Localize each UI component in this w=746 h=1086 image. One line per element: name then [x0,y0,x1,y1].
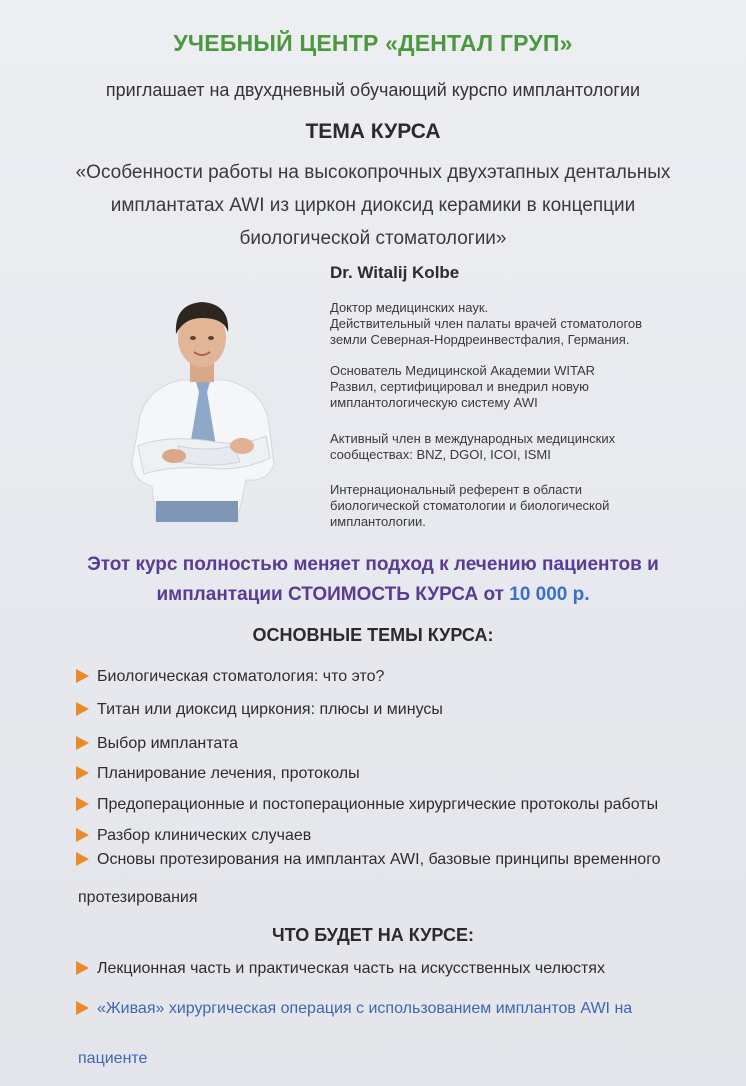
arrow-bullet-icon [76,961,89,975]
bio-line: Интернациональный референт в области [330,482,583,497]
doctor-portrait [128,296,278,522]
themes-heading: ОСНОВНЫЕ ТЕМЫ КУРСА: [252,625,494,645]
headline-line: Этот курс полностью меняет подход к лечению пациентов и [87,554,659,575]
arrow-bullet-icon [76,797,89,811]
bio-line: биологической стоматологии и биологической [330,498,610,513]
bio-line: имплантологии. [330,514,426,529]
arrow-bullet-icon [76,828,89,842]
doctor-bio-block [330,300,730,348]
bio-line: Действительный член палаты врачей стоматологов [330,316,643,331]
bio-line: Доктор медицинских наук. [330,300,489,315]
arrow-bullet-icon [76,852,89,866]
arrow-bullet-icon [76,702,89,716]
arrow-bullet-icon [76,736,89,750]
bio-line: земли Северная-Нордреинвестфалия, Германия. [330,332,630,347]
list-item: Биологическая стоматология: что это? [76,668,384,686]
topic-line: имплантатах AWI из циркон диоксид керамики в концепции [110,195,636,216]
bio-line: сообществах: BNZ, DGOI, ICOI, ISMI [330,447,551,462]
doctor-name: Dr. Witalij Kolbe [330,263,460,282]
invite-text: приглашает на двухдневный обучающий курспо имплантологии [105,80,641,100]
list-item: Разбор клинических случаев [76,827,311,845]
bio-line: имплантологическую систему AWI [330,395,538,410]
list-item: Выбор имплантата [76,735,238,753]
list-item: Основы протезирования на имплантах AWI, базовые принципы временного [76,851,661,869]
doctor-bio-block [330,431,730,463]
course-heading: ЧТО БУДЕТ НА КУРСЕ: [272,925,474,945]
topic-heading: ТЕМА КУРСА [305,120,441,143]
headline-cost-text: имплантации СТОИМОСТЬ КУРСА от [156,584,510,605]
arrow-bullet-icon [76,1001,89,1015]
bio-line: Основатель Медицинской Академии WITAR [330,363,596,378]
list-item: Лекционная часть и практическая часть на искусственных челюстях [76,960,605,978]
course-headline [0,550,746,610]
list-item-continuation: пациенте [78,1050,148,1067]
headline-line [0,580,746,610]
doctor-bio-block [330,363,730,411]
list-item: Планирование лечения, протоколы [76,765,360,783]
list-item: Титан или диоксид циркония: плюсы и минусы [76,701,443,719]
topic-line: «Особенности работы на высокопрочных двухэтапных дентальных [75,162,671,183]
arrow-bullet-icon [76,766,89,780]
topic-line: биологической стоматологии» [239,228,507,249]
org-title: УЧЕБНЫЙ ЦЕНТР «ДЕНТАЛ ГРУП» [173,30,573,56]
course-price: 10 000 р. [509,584,590,605]
arrow-bullet-icon [76,669,89,683]
list-item: «Живая» хирургическая операция с использованием имплантов AWI на [76,1000,632,1018]
topic-title [0,156,746,255]
list-item-continuation: протезирования [78,889,198,906]
list-item: Предоперационные и постоперационные хирургические протоколы работы [76,796,658,814]
bio-line: Активный член в международных медицинских [330,431,616,446]
bio-line: Развил, сертифицировал и внедрил новую [330,379,589,394]
doctor-bio-block [330,482,730,530]
